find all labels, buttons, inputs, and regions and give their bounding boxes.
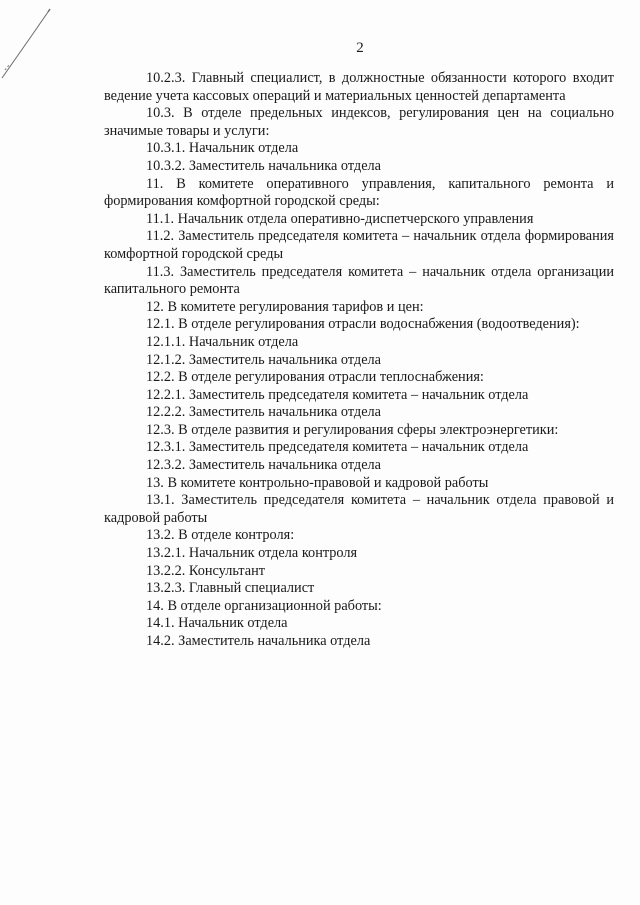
paragraph: 12.3. В отделе развития и регулирования сферы электроэнергетики:	[146, 421, 559, 438]
paragraph: 12.3.1. Заместитель председателя комитета – начальник отдела	[146, 439, 529, 456]
paragraph: 11.3. Заместитель председателя комитета – начальник отдела организации капитального ремонта	[104, 263, 614, 298]
paragraph: 14.2. Заместитель начальника отдела	[146, 633, 371, 649]
paragraph: 13.2.2. Консультант	[146, 562, 265, 579]
paragraph: 11. В комитете оперативного управления, капитального ремонта и формирования комфортной городской среды:	[104, 175, 614, 210]
paragraph: 13.2.1. Начальник отдела контроля	[146, 545, 358, 562]
paragraph: 12.1.1. Начальник отдела	[146, 333, 299, 350]
paragraph: 12.1.2. Заместитель начальника отдела	[146, 351, 382, 368]
paragraph: 12. В комитете регулирования тарифов и цен:	[146, 298, 424, 315]
paragraph: 10.2.3. Главный специалист, в должностные обязанности которого входит ведение учета кассовых операций и материальных ценностей департамента	[104, 70, 614, 104]
paragraph: 11.1. Начальник отдела оперативно-диспетчерского управления	[146, 210, 534, 227]
paragraph: 10.3.1. Начальник отдела	[146, 140, 299, 157]
paragraph: 12.2.1. Заместитель председателя комитета – начальник отдела	[146, 386, 529, 403]
paragraph: 13.1. Заместитель председателя комитета – начальник отдела правовой и кадровой работы	[104, 492, 614, 526]
paragraph: 12.2. В отделе регулирования отрасли теплоснабжения:	[146, 369, 484, 386]
paragraph: 13.2.3. Главный специалист	[146, 580, 315, 597]
paragraph: 14. В отделе организационной работы:	[146, 597, 382, 614]
paragraph: 10.3. В отделе предельных индексов, регулирования цен на социально значимые товары и услуги:	[104, 105, 614, 139]
paragraph: 12.2.2. Заместитель начальника отдела	[146, 404, 382, 421]
paragraph: 14.1. Начальник отдела	[146, 615, 288, 632]
paragraph: 13.2. В отделе контроля:	[146, 527, 295, 544]
paragraph: 10.3.2. Заместитель начальника отдела	[146, 157, 382, 174]
paragraph: 13. В комитете контрольно-правовой и кадровой работы	[146, 474, 489, 491]
paragraph: 12.1. В отделе регулирования отрасли водоснабжения (водоотведения):	[146, 316, 580, 333]
paragraph: 12.3.2. Заместитель начальника отдела	[146, 457, 382, 474]
page-number: 2	[356, 40, 364, 56]
paragraph: 11.2. Заместитель председателя комитета – начальник отдела формирования комфортной городской среды	[104, 228, 614, 262]
document-body	[104, 70, 614, 651]
